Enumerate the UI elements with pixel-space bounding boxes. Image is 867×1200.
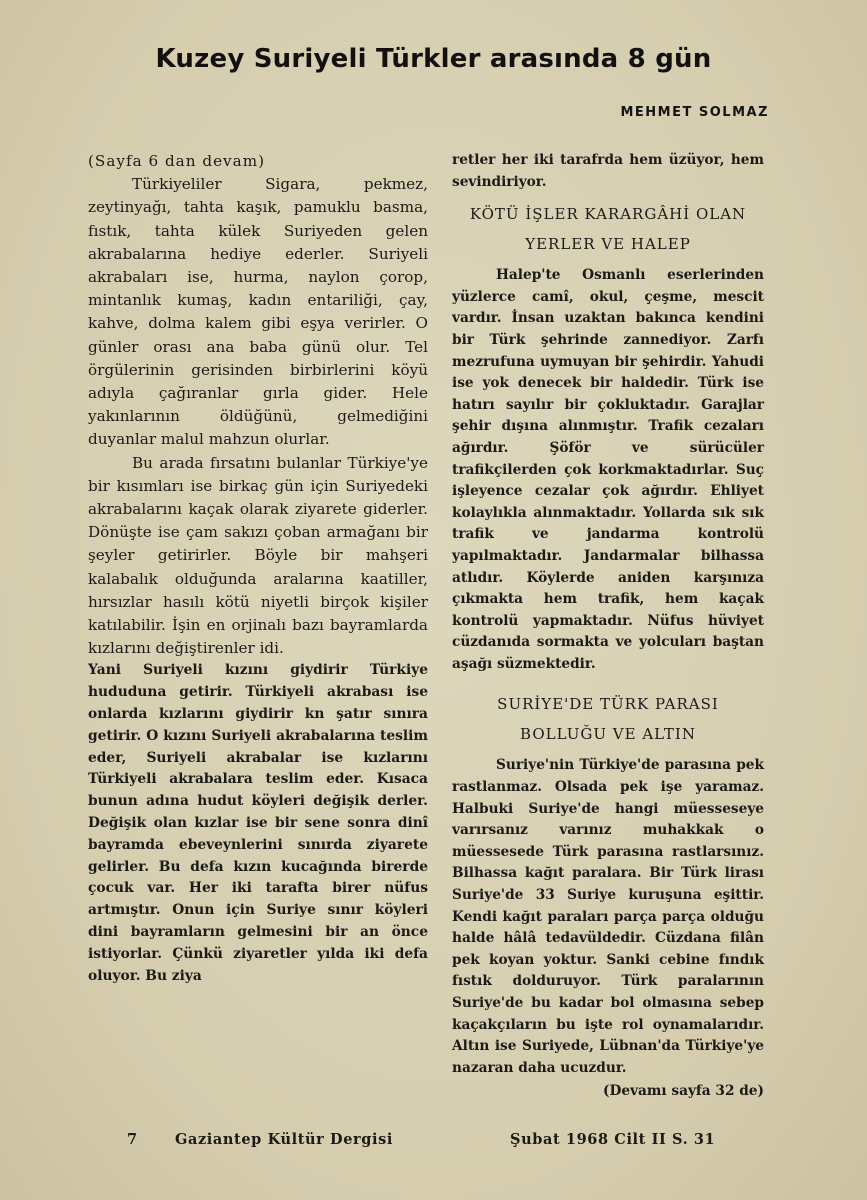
left-column — [88, 150, 428, 987]
paragraph-text: Bu arada fırsatını bulanlar Türkiye'ye bir kısımları ise birkaç gün için Suriyedeki akrabalarını kaçak olarak ziyarete giderler. Dönüşte ise çam sakızı çoban armağanı bir şeyler getirirler. Böyle bir mahşeri kalabalık olduğunda aralarına kaatiller, hırsızlar hasılı kötü niyetli birçok kişiler katılabilir. İşin en orjinalı bazı bayramlarda kızlarını değiştirenler idi. — [88, 453, 428, 658]
issue-info: Şubat 1968 Cilt II S. 31 — [510, 1131, 716, 1148]
magazine-name: Gaziantep Kültür Dergisi — [175, 1131, 393, 1148]
section-heading: SURİYE'DE TÜRK PARASI BOLLUĞU VE ALTIN — [497, 695, 719, 744]
paragraph — [88, 452, 428, 661]
right-column — [452, 150, 764, 1103]
paragraph: retler her iki tarafrda hem üzüyor, hem sevindiriyor. — [452, 152, 764, 190]
continued-note: (Devamı sayfa 32 de) — [603, 1083, 764, 1100]
page-number: 7 — [127, 1131, 138, 1148]
paragraph: Türkiyeliler Sigara, pekmez, zeytinyağı, tahta kaşık, pamuklu basma, fıstık, tahta külek Suriyeden gelen akrabalarına hediye ederler. Suriyeli akrabaları ise, hurma, naylon çorop, mintanlık kumaş, kadın entariliği, çay, kahve, dolma kalem gibi eşya verirler. O günler orası ana baba günü olur. Tel örgülerinin gerisinden birbirlerini köyü adıyla çağıranlar gırla gider. Hele yakınlarının öldüğünü, gelmediğini duyanlar malul mahzun olurlar. — [88, 175, 428, 449]
section-heading: KÖTÜ İŞLER KARARGÂHİ OLAN YERLER VE HALEP — [469, 205, 747, 254]
paragraph-bold: Yani Suriyeli kızını giydirir Türkiye hududuna getirir. Türkiyeli akrabası ise onlarda kızlarını giydirir kn şatır sınıra getirir. O kızını Suriyeli akrabalarına teslim eder, Suriyeli akrabalar ise kızlarını Türkiyeli akrabalara teslim eder. Kısaca bunun adına hudut köyleri değişik derler. Değişik olan kızlar ise bir sene sonra dinî bayramda ebeveynlerini sınırda ziyarete gelirler. Bu defa kızın kucağında birerde çocuk var. Her iki tarafta birer nüfus artmıştır. Onun için Suriye sınır köyleri dini bayramların gelmesini bir an önce istiyorlar. Çünkü ziyaretler yılda iki defa oluyor. Bu ziya — [88, 662, 428, 984]
continuation-note: (Sayfa 6 dan devam) — [88, 152, 266, 170]
author-name: MEHMET SOLMAZ — [620, 105, 769, 120]
paragraph: Halep'te Osmanlı eserlerinden yüzlerce camî, okul, çeşme, mescit vardır. İnsan uzaktan bakınca kendini bir Türk şehrinde zannediyor. Zarfı mezrufuna uymuyan bir şehirdir. Yahudi ise yok denecek bir haldedir. Türk ise hatırı sayılır bir çokluktadır. Garajlar şehir dışına alınmıştır. Trafik cezaları ağırdır. Şöför ve sürücüler trafikçilerden çok korkmaktadırlar. Suç işleyence cezalar çok ağırdır. Ehliyet kolaylıkla alınmaktadır. Yollarda sık sık trafik ve jandarma kontrolü yapılmaktadır. Jandarmalar bilhassa atlıdır. Köylerde aniden karşınıza çıkmakta hem trafik, hem kaçak kontrolü yapmaktadır. Nüfus hüviyet cüzdanıda sormakta ve yolcuları baştan aşağı süzmektedir. — [452, 267, 764, 672]
paragraph: Suriye'nin Türkiye'de parasına pek rastlanmaz. Olsada pek işe yaramaz. Halbuki Suriye'de hangi müesseseye varırsanız varınız muhakkak o müessesede Türk parasına rastlarsınız. Bilhassa kağıt paralara. Bir Türk lirası Suriye'de 33 Suriye kuruşuna eşittir. Kendi kağıt paraları parça parça olduğu halde hâlâ tedavüldedir. Cüzdana filân pek koyan yoktur. Sanki cebine fındık fıstık dolduruyor. Türk paralarının Suriye'de bu kadar bol olmasına sebep kaçakçıların bu işte rol oynamalarıdır. Altın ise Suriyede, Lübnan'da Türkiye'ye nazaran daha ucuzdur. — [452, 757, 764, 1076]
article-title: Kuzey Suriyeli Türkler arasında 8 gün — [155, 44, 712, 74]
